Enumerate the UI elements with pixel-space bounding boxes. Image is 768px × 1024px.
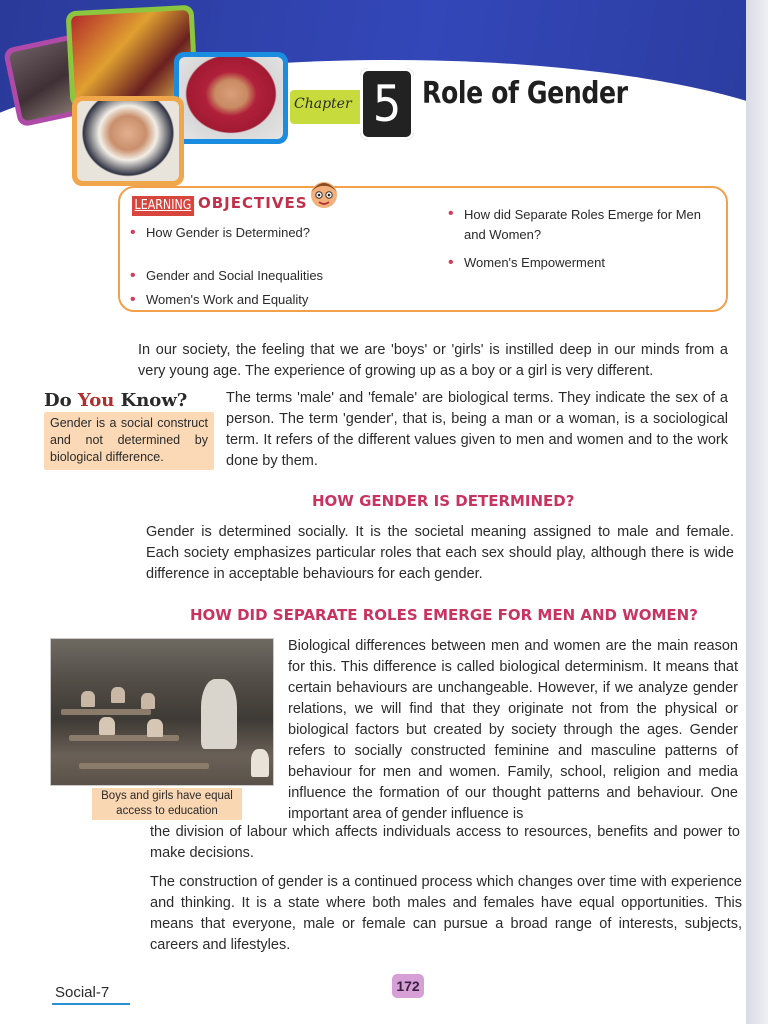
did-you-know-do: Do bbox=[44, 390, 72, 411]
did-you-know-know: Know? bbox=[120, 390, 188, 411]
page-number: 172 bbox=[392, 974, 424, 998]
section-heading-separate-roles: HOW DID SEPARATE ROLES EMERGE FOR MEN AND WOMEN? bbox=[190, 606, 698, 624]
chapter-word: Chapter bbox=[294, 96, 352, 112]
terms-paragraph: The terms 'male' and 'female' are biological terms. They indicate the sex of a person. The term 'gender', that is, being a man or a woman, is a sociological term. It refers of the different values given to men and women and to the work done by them. bbox=[226, 390, 728, 469]
section1-paragraph: Gender is determined socially. It is the societal meaning assigned to male and female. Each society emphasizes particular roles that each sex should play, although there is wide difference in acceptable behaviours for each gender. bbox=[146, 524, 734, 582]
objectives-label: OBJECTIVES bbox=[198, 194, 308, 212]
learning-label: LEARNING bbox=[132, 196, 194, 216]
book-name: Social-7 bbox=[55, 984, 110, 1001]
did-you-know-you: You bbox=[77, 390, 115, 411]
objective-item: • How did Separate Roles Emerge for Men and Women? bbox=[448, 205, 708, 245]
chapter-title: Role of Gender bbox=[422, 76, 628, 111]
chapter-number: 5 bbox=[360, 68, 414, 140]
section2-paragraph: Biological differences between men and women are the main reason for this. This difference is called biological determinism. It means that certain behaviours are unchangeable. However, if we analyze gender relations, we will find that they originate not from the physical or biological factors but created by society through the ages. Gender refers to socially constructed feminine and masculine patterns of behaviour for men and women. Family, school, religion and media influence the formation of our thought patterns and behaviour. One important area of gender influence is bbox=[288, 638, 738, 822]
boy-mascot-icon bbox=[306, 176, 342, 212]
footer-underline bbox=[52, 1003, 130, 1005]
objective-item: • How Gender is Determined? bbox=[130, 225, 310, 240]
image-caption: Boys and girls have equal access to education bbox=[92, 788, 242, 820]
intro-paragraph: In our society, the feeling that we are 'boys' or 'girls' is instilled deep in our minds from a very young age. The experience of growing up as a boy or a girl is very different. bbox=[138, 342, 728, 379]
objective-item: • Women's Empowerment bbox=[448, 255, 605, 270]
classroom-photo bbox=[50, 638, 274, 786]
did-you-know-title bbox=[44, 390, 187, 411]
section2-paragraph-2: The construction of gender is a continued process which changes over time with experience and thinking. It is a state where both males and females have equal opportunities. This means that everyone, male or female can pursue a broad range of interests, subjects, careers and lifestyles. bbox=[150, 874, 742, 953]
objective-item: • Women's Work and Equality bbox=[130, 292, 308, 307]
did-you-know-note: Gender is a social construct and not determined by biological difference. bbox=[44, 412, 214, 470]
objective-item: • Gender and Social Inequalities bbox=[130, 268, 323, 283]
section-heading-gender-determined: HOW GENDER IS DETERMINED? bbox=[312, 492, 575, 510]
photo-ambedkar bbox=[72, 96, 184, 186]
photo-malala bbox=[174, 52, 288, 144]
page-edge-shadow bbox=[746, 0, 768, 1024]
section2-paragraph-continued: the division of labour which affects individuals access to resources, benefits and power to make decisions. bbox=[150, 824, 740, 861]
